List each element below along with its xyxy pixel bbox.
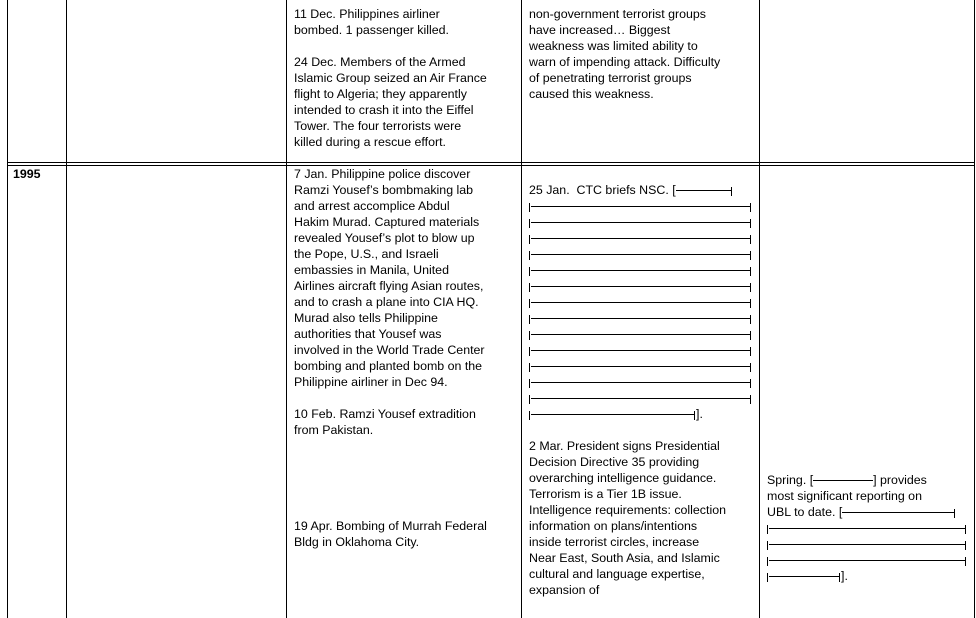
redaction-line: [529, 374, 754, 390]
event-7-jan: [294, 166, 487, 390]
event-line: from Pakistan.: [294, 423, 374, 437]
assessment-line: of penetrating terrorist groups: [529, 71, 692, 85]
redaction-bar: [531, 254, 750, 255]
spring-text-line: UBL to date. [: [767, 505, 843, 519]
redaction-bar: [531, 286, 750, 287]
event-line: Ramzi Yousef’s bombmaking lab: [294, 183, 474, 197]
event-line: Hakim Murad. Captured materials: [294, 215, 480, 229]
col-rule-5: [974, 0, 975, 618]
event-line: bombing and planted bomb on the: [294, 359, 483, 373]
redaction-bar: [531, 382, 750, 383]
assessment-line: warn of impending attack. Difficulty: [529, 55, 721, 69]
spring-prefix: Spring. [: [767, 473, 814, 487]
pdd-line: overarching intelligence guidance.: [529, 471, 717, 485]
event-line: 10 Feb. Ramzi Yousef extradition: [294, 407, 476, 421]
redaction-line: [529, 390, 754, 406]
row-divider-double: [7, 165, 975, 166]
event-line: revealed Yousef’s plot to blow up: [294, 231, 475, 245]
event-line: the Pope, U.S., and Israeli: [294, 247, 439, 261]
event-line: killed during a rescue effort.: [294, 135, 446, 149]
event-11-dec: [294, 6, 487, 38]
pdd-line: Terrorism is a Tier 1B issue.: [529, 487, 682, 501]
assessment-line: weakness was limited ability to: [529, 39, 698, 53]
redaction-line: [529, 246, 754, 262]
assessment-line: caused this weakness.: [529, 87, 654, 101]
redaction-bracket: [954, 509, 956, 518]
redaction-bar: [531, 398, 750, 399]
redaction-bar: [531, 238, 750, 239]
redaction-bar: [531, 414, 694, 415]
assessment-line: have increased… Biggest: [529, 23, 671, 37]
event-line: authorities that Yousef was: [294, 327, 442, 341]
redaction-line: [529, 310, 754, 326]
redaction-bar: [531, 350, 750, 351]
col-rule-2: [286, 0, 287, 618]
redaction-bar: [531, 302, 750, 303]
redaction-line: [529, 358, 754, 374]
event-line: Murad also tells Philippine: [294, 311, 438, 325]
event-24-dec: [294, 54, 487, 150]
redaction-close: ].: [696, 407, 703, 421]
event-line: embassies in Manila, United: [294, 263, 449, 277]
event-line: 7 Jan. Philippine police discover: [294, 167, 471, 181]
col-rule-1: [66, 0, 67, 618]
redaction-line: [529, 230, 754, 246]
event-line: and to crash a plane into CIA HQ.: [294, 295, 479, 309]
event-line: Islamic Group seized an Air France: [294, 71, 487, 85]
redaction-bar: [531, 366, 750, 367]
spring-suffix: ] provides: [873, 473, 927, 487]
event-line: 11 Dec. Philippines airliner: [294, 7, 440, 21]
event-line: intended to crash it into the Eiffel: [294, 103, 474, 117]
redaction-line: [767, 552, 972, 568]
pdd-line: inside terrorist circles, increase: [529, 535, 700, 549]
col-rule-0: [7, 0, 8, 618]
timeline-table: [7, 0, 975, 618]
pdd-line: 2 Mar. President signs Presidential: [529, 439, 720, 453]
event-19-apr: [294, 518, 487, 550]
reporting-1995-cell: [767, 472, 972, 584]
redaction-bar: [769, 560, 965, 561]
redaction-bar: [531, 334, 750, 335]
spring-line: [767, 472, 972, 488]
event-line: 19 Apr. Bombing of Murrah Federal: [294, 519, 487, 533]
redaction-line: [529, 198, 754, 214]
redaction-bar: [531, 318, 750, 319]
redaction-bar: [676, 190, 731, 191]
col-rule-4: [759, 0, 760, 618]
assessment-line: non-government terrorist groups: [529, 7, 706, 21]
redaction-line: [529, 406, 754, 422]
redaction-line: [529, 294, 754, 310]
event-line: Airlines aircraft flying Asian routes,: [294, 279, 484, 293]
pdd-line: Near East, South Asia, and Islamic: [529, 551, 720, 565]
col-rule-3: [521, 0, 522, 618]
event-line: Tower. The four terrorists were: [294, 119, 462, 133]
prev-events-cell: [294, 6, 487, 150]
row-divider: [7, 162, 975, 163]
spring-text-line: most significant reporting on: [767, 489, 922, 503]
year-label: 1995: [13, 167, 41, 181]
redaction-line: [529, 262, 754, 278]
redaction-line: [529, 342, 754, 358]
redaction-line: [767, 520, 972, 536]
event-line: flight to Algeria; they apparently: [294, 87, 467, 101]
assessment-1995-cell: [529, 182, 754, 598]
event-10-feb: [294, 406, 487, 438]
redaction-line: [767, 536, 972, 552]
pdd-line: Decision Directive 35 providing: [529, 455, 700, 469]
event-line: Philippine airliner in Dec 94.: [294, 375, 448, 389]
redaction-line: [529, 278, 754, 294]
redaction-bar: [769, 576, 839, 577]
event-line: 24 Dec. Members of the Armed: [294, 55, 466, 69]
redaction-bar: [769, 544, 965, 545]
redaction-bar: [769, 528, 965, 529]
event-line: involved in the World Trade Center: [294, 343, 485, 357]
ctc-brief-text: 25 Jan. CTC briefs NSC. [: [529, 183, 676, 197]
pdd-line: expansion of: [529, 583, 600, 597]
redaction-line: [529, 214, 754, 230]
event-line: Bldg in Oklahoma City.: [294, 535, 420, 549]
redaction-line: [529, 326, 754, 342]
redaction-bar: [531, 206, 750, 207]
pdd-line: Intelligence requirements: collection: [529, 503, 726, 517]
redaction-bracket: [731, 187, 733, 196]
ctc-brief-line: [529, 182, 754, 198]
event-line: bombed. 1 passenger killed.: [294, 23, 449, 37]
redaction-bar: [842, 512, 954, 513]
redaction-bar: [813, 480, 873, 481]
redaction-bar: [531, 222, 750, 223]
prev-assessment-cell: [529, 6, 720, 102]
event-line: and arrest accomplice Abdul: [294, 199, 450, 213]
pdd-line: information on plans/intentions: [529, 519, 698, 533]
events-1995-cell: [294, 166, 487, 550]
redaction-line: [767, 568, 972, 584]
pdd-35-entry: [529, 438, 754, 598]
pdd-line: cultural and language expertise,: [529, 567, 705, 581]
redaction-close: ].: [841, 569, 848, 583]
redaction-bar: [531, 270, 750, 271]
spring-ubl-line: [767, 504, 972, 520]
